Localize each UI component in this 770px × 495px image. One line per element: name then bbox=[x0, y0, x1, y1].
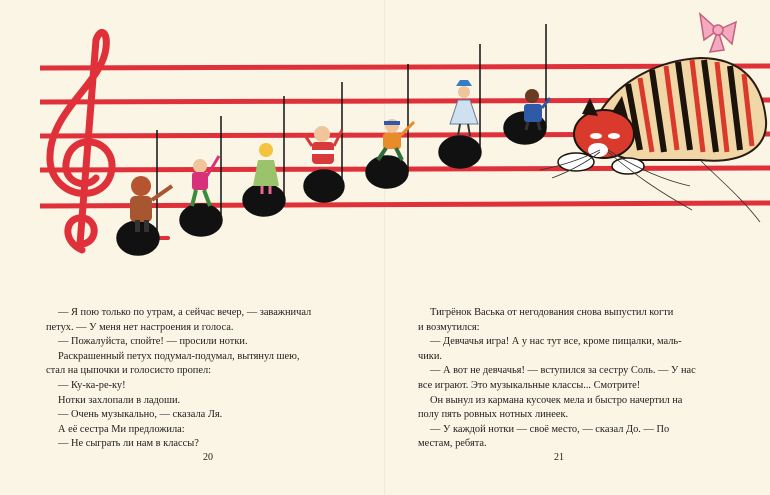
text-line: — А вот не девчачья! — вступился за сестру Соль. — У нас bbox=[430, 365, 696, 377]
text-line: Он вынул из кармана кусочек мела и быстро начертил на bbox=[430, 394, 683, 406]
character-re bbox=[192, 156, 219, 206]
text-line: чики. bbox=[418, 350, 442, 362]
text-line: — Девчачья игра! А у нас тут все, кроме пищалки, маль- bbox=[430, 336, 682, 348]
text-line: петух. — У меня нет настроения и голоса. bbox=[46, 321, 234, 333]
text-line: — Ку-ка-ре-ку! bbox=[58, 379, 126, 391]
text-line: — Я пою только по утрам, а сейчас вечер, — заважничал bbox=[58, 307, 312, 318]
page-number-right: 21 bbox=[554, 452, 564, 463]
text-line: А её сестра Ми предложила: bbox=[58, 423, 185, 435]
left-page-text bbox=[46, 306, 364, 452]
text-line: Раскрашенный петух подумал-подумал, вытянул шею, bbox=[58, 350, 300, 362]
page-number-left: 20 bbox=[203, 452, 213, 463]
right-page-text bbox=[418, 306, 736, 452]
text-line: — У каждой нотки — своё место, — сказал До. — По bbox=[430, 423, 670, 435]
text-line: и возмутился: bbox=[418, 321, 480, 333]
pink-bow-icon bbox=[700, 14, 736, 52]
notes bbox=[117, 24, 546, 255]
character-fa bbox=[304, 126, 342, 164]
text-line: полу пять ровных нотных линеек. bbox=[418, 409, 569, 421]
text-line: все играют. Это музыкальные классы... Смотрите! bbox=[418, 379, 641, 391]
text-line: стал на цыпочки и голосисто пропел: bbox=[46, 365, 212, 377]
text-line: — Очень музыкально, — сказала Ля. bbox=[58, 409, 223, 421]
text-line: — Не сыграть ли нам в классы? bbox=[58, 438, 199, 450]
character-la bbox=[450, 80, 478, 136]
text-line: Тигрёнок Васька от негодования снова выпустил когти bbox=[430, 307, 674, 318]
text-line: — Пожалуйста, спойте! — просили нотки. bbox=[58, 336, 248, 348]
text-line: Нотки захлопали в ладоши. bbox=[58, 394, 181, 406]
tiger-cub-vaska bbox=[540, 14, 766, 222]
text-line: местам, ребята. bbox=[418, 438, 487, 450]
